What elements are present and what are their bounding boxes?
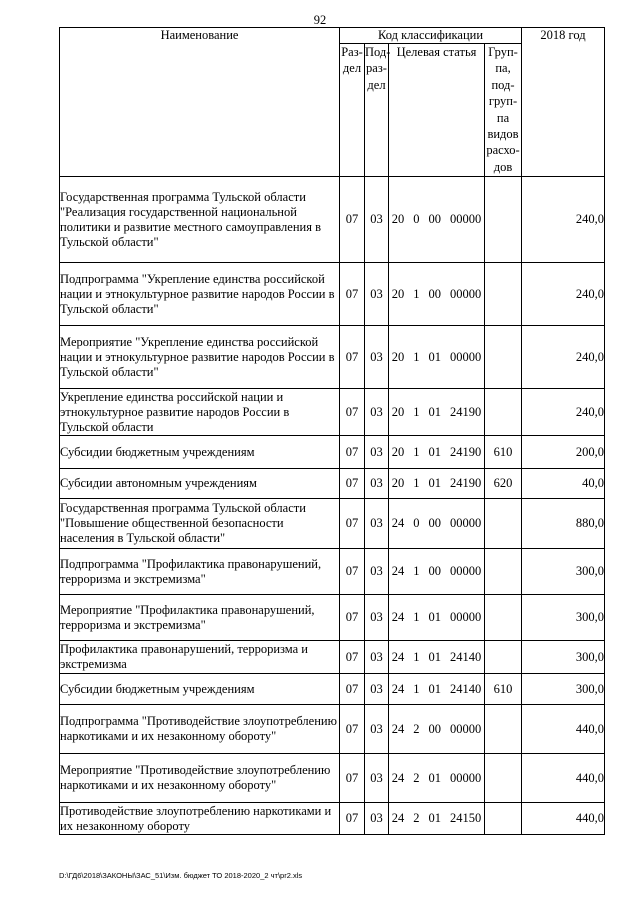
table-row: [60, 499, 605, 549]
row-target-article: [389, 499, 485, 549]
table-row: [60, 803, 605, 835]
row-section: 07: [340, 641, 365, 674]
target-article-part: 00000: [450, 564, 482, 578]
row-section: 07: [340, 469, 365, 499]
target-article-part: 1: [413, 444, 420, 459]
target-article-part: 20: [391, 444, 405, 459]
target-article-part: 00000: [450, 770, 482, 785]
row-amount: 240,0: [522, 389, 605, 436]
budget-table: [59, 27, 605, 835]
row-subsection: 03: [365, 263, 389, 326]
target-article-part: 00000: [450, 349, 482, 364]
row-expense-group: [485, 549, 522, 595]
row-target-article: [389, 803, 485, 835]
target-article-part: 20: [391, 404, 405, 419]
target-article-part: 00: [428, 564, 441, 578]
file-path-footer: D:\ГД6\2018\ЗАКОНЫ\ЗАС_51\Изм. бюджет ТО 2018-2020_2 чт\pr2.xls: [59, 871, 303, 880]
row-expense-group: 610: [485, 674, 522, 705]
row-section: 07: [340, 595, 365, 641]
header-target-article: Целевая статья: [389, 44, 485, 177]
target-article-part: 00000: [450, 721, 482, 736]
row-section: 07: [340, 389, 365, 436]
target-article-part: 01: [428, 476, 441, 490]
header-expense-group: Груп- па, под- груп- па видов расхо- дов: [485, 44, 522, 177]
row-target-article: [389, 177, 485, 263]
row-section: 07: [340, 549, 365, 595]
target-article-part: 24: [391, 564, 405, 578]
row-name: Профилактика правонарушений, терроризма и экстремизма: [60, 641, 340, 674]
target-article-part: 0: [413, 516, 420, 530]
target-article-part: 1: [413, 649, 420, 664]
row-name: Укрепление единства российской нации и этнокультурное развитие народов России в Тульской области: [60, 389, 340, 436]
row-subsection: 03: [365, 705, 389, 754]
row-name: Противодействие злоупотреблению наркотиками и их незаконному обороту: [60, 803, 340, 835]
row-expense-group: [485, 754, 522, 803]
row-amount: 240,0: [522, 326, 605, 389]
row-name: Субсидии автономным учреждениям: [60, 469, 340, 499]
row-target-article: [389, 754, 485, 803]
target-article-part: 20: [391, 476, 405, 490]
row-target-article: [389, 469, 485, 499]
row-section: 07: [340, 754, 365, 803]
row-name: Мероприятие "Профилактика правонарушений, терроризма и экстремизма": [60, 595, 340, 641]
table-row: [60, 641, 605, 674]
target-article-part: 01: [428, 610, 441, 624]
row-amount: 440,0: [522, 705, 605, 754]
row-target-article: [389, 389, 485, 436]
row-section: 07: [340, 674, 365, 705]
table-row: [60, 326, 605, 389]
row-expense-group: [485, 641, 522, 674]
target-article-part: 00: [428, 721, 441, 736]
row-subsection: 03: [365, 595, 389, 641]
target-article-part: 0: [413, 212, 420, 226]
target-article-part: 01: [428, 444, 441, 459]
row-section: 07: [340, 263, 365, 326]
target-article-part: 24: [391, 516, 405, 530]
table-row: [60, 389, 605, 436]
row-expense-group: [485, 803, 522, 835]
row-subsection: 03: [365, 674, 389, 705]
target-article-part: 00: [428, 212, 441, 226]
table-row: [60, 469, 605, 499]
target-article-part: 2: [413, 721, 420, 736]
target-article-part: 01: [428, 649, 441, 664]
target-article-part: 00000: [450, 610, 482, 624]
target-article-part: 24140: [450, 649, 482, 664]
row-subsection: 03: [365, 436, 389, 469]
table-row: [60, 436, 605, 469]
row-name: Подпрограмма "Противодействие злоупотреблению наркотиками и их незаконному обороту": [60, 705, 340, 754]
row-subsection: 03: [365, 803, 389, 835]
row-amount: 300,0: [522, 674, 605, 705]
row-name: Мероприятие "Противодействие злоупотреблению наркотиками и их незаконному обороту": [60, 754, 340, 803]
target-article-part: 24150: [450, 811, 482, 825]
row-subsection: 03: [365, 326, 389, 389]
table-row: [60, 705, 605, 754]
row-amount: 240,0: [522, 177, 605, 263]
target-article-part: 00000: [450, 286, 482, 301]
row-target-article: [389, 436, 485, 469]
target-article-part: 24140: [450, 681, 482, 696]
row-amount: 880,0: [522, 499, 605, 549]
row-subsection: 03: [365, 469, 389, 499]
row-section: 07: [340, 177, 365, 263]
row-expense-group: 620: [485, 469, 522, 499]
target-article-part: 00: [428, 516, 441, 530]
target-article-part: 01: [428, 770, 441, 785]
row-section: 07: [340, 499, 365, 549]
row-expense-group: [485, 705, 522, 754]
target-article-part: 20: [391, 212, 405, 226]
row-expense-group: [485, 326, 522, 389]
target-article-part: 1: [413, 681, 420, 696]
table-row: [60, 674, 605, 705]
header-code-group: Код классификации: [340, 28, 522, 44]
target-article-part: 1: [413, 476, 420, 490]
row-amount: 300,0: [522, 549, 605, 595]
target-article-part: 20: [391, 286, 405, 301]
row-amount: 300,0: [522, 595, 605, 641]
target-article-part: 00000: [450, 212, 482, 226]
row-amount: 300,0: [522, 641, 605, 674]
row-subsection: 03: [365, 389, 389, 436]
target-article-part: 24190: [450, 444, 482, 459]
target-article-part: 24190: [450, 404, 482, 419]
target-article-part: 24: [391, 721, 405, 736]
row-amount: 440,0: [522, 754, 605, 803]
table-row: [60, 754, 605, 803]
row-amount: 440,0: [522, 803, 605, 835]
row-target-article: [389, 595, 485, 641]
row-section: 07: [340, 436, 365, 469]
row-target-article: [389, 326, 485, 389]
target-article-part: 2: [413, 770, 420, 785]
table-row: [60, 595, 605, 641]
target-article-part: 24: [391, 649, 405, 664]
row-target-article: [389, 263, 485, 326]
target-article-part: 1: [413, 610, 420, 624]
target-article-part: 1: [413, 564, 420, 578]
row-target-article: [389, 641, 485, 674]
row-subsection: 03: [365, 641, 389, 674]
target-article-part: 01: [428, 349, 441, 364]
row-name: Государственная программа Тульской области "Реализация государственной национальной политики и развитие местного самоуправления в Тульской области": [60, 177, 340, 263]
target-article-part: 24: [391, 610, 405, 624]
table-body: [60, 177, 605, 835]
row-expense-group: [485, 177, 522, 263]
target-article-part: 1: [413, 286, 420, 301]
row-amount: 240,0: [522, 263, 605, 326]
row-subsection: 03: [365, 754, 389, 803]
target-article-part: 24: [391, 811, 405, 825]
target-article-part: 01: [428, 811, 441, 825]
row-section: 07: [340, 326, 365, 389]
row-expense-group: [485, 389, 522, 436]
row-subsection: 03: [365, 549, 389, 595]
row-target-article: [389, 549, 485, 595]
row-name: Субсидии бюджетным учреждениям: [60, 674, 340, 705]
table-row: [60, 177, 605, 263]
row-expense-group: [485, 595, 522, 641]
row-name: Подпрограмма "Укрепление единства российской нации и этнокультурное развитие народов России в Тульской области": [60, 263, 340, 326]
target-article-part: 24190: [450, 476, 482, 490]
target-article-part: 1: [413, 404, 420, 419]
row-target-article: [389, 674, 485, 705]
row-section: 07: [340, 705, 365, 754]
target-article-part: 24: [391, 770, 405, 785]
target-article-part: 00000: [450, 516, 482, 530]
target-article-part: 24: [391, 681, 405, 696]
header-name: Наименование: [60, 28, 340, 177]
row-name: Государственная программа Тульской области "Повышение общественной безопасности населения в Тульской области": [60, 499, 340, 549]
target-article-part: 01: [428, 404, 441, 419]
page-number: 92: [313, 13, 327, 27]
row-name: Субсидии бюджетным учреждениям: [60, 436, 340, 469]
row-subsection: 03: [365, 177, 389, 263]
table-row: [60, 549, 605, 595]
target-article-part: 20: [391, 349, 405, 364]
row-subsection: 03: [365, 499, 389, 549]
target-article-part: 00: [428, 286, 441, 301]
row-section: 07: [340, 803, 365, 835]
row-target-article: [389, 705, 485, 754]
row-expense-group: [485, 263, 522, 326]
target-article-part: 01: [428, 681, 441, 696]
row-expense-group: 610: [485, 436, 522, 469]
row-name: Мероприятие "Укрепление единства российской нации и этнокультурное развитие народов России в Тульской области": [60, 326, 340, 389]
target-article-part: 1: [413, 349, 420, 364]
row-expense-group: [485, 499, 522, 549]
header-year: 2018 год: [522, 28, 605, 177]
header-subsection: Под- раз- дел: [365, 44, 389, 177]
row-amount: 40,0: [522, 469, 605, 499]
header-section: Раз- дел: [340, 44, 365, 177]
row-name: Подпрограмма "Профилактика правонарушений, терроризма и экстремизма": [60, 549, 340, 595]
table-row: [60, 263, 605, 326]
target-article-part: 2: [413, 811, 420, 825]
row-amount: 200,0: [522, 436, 605, 469]
